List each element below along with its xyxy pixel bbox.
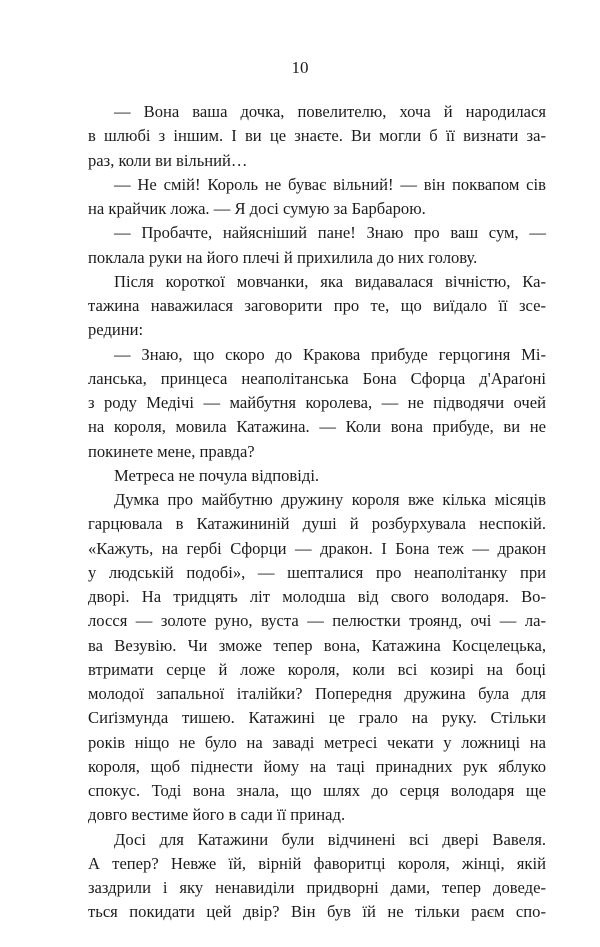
text-line: тажина наважилася заговорити про те, що виїдало її зсе- [88, 296, 546, 315]
text-line: покинете мене, правда? [88, 441, 255, 461]
text-line: дворі. На тридцять літ молодша від свого володаря. Во- [88, 587, 546, 606]
paragraph [88, 221, 546, 270]
text-line: ланська, принцеса неаполітанська Бона Сфорца д'Араґоні [88, 368, 546, 388]
text-line: довго вестиме його в сади її принад. [88, 805, 346, 825]
text-line: молодої запальної італійки? Попередня дружина була для [88, 684, 546, 703]
text-line: — Вона ваша дочка, повелителю, хоча й народилася [114, 102, 546, 121]
text-line: спокус. Тоді вона знала, що шлях до серця володаря ще [88, 781, 546, 800]
text-line: короля, щоб піднести йому на таці принадних рук яблуко [88, 756, 546, 776]
text-line: «Кажуть, на гербі Сфорци — дракон. І Бона теж — дракон [88, 538, 546, 558]
paragraph [88, 173, 546, 222]
body-text [88, 100, 546, 925]
paragraph [88, 464, 546, 488]
paragraph [88, 270, 546, 343]
text-line: Після короткої мовчанки, яка видавалася вічністю, Ка- [114, 271, 546, 291]
text-line: редини: [88, 320, 144, 340]
text-line: Думка про майбутню дружину короля вже кілька місяців [114, 490, 546, 509]
text-line: заздрили і яку ненавиділи придворні дами, тепер доведе- [88, 878, 546, 897]
text-line: на крайчик ложа. — Я досі сумую за Барбарою. [88, 199, 426, 218]
text-line: гарцювала в Катажининій душі й розбурхувала неспокій. [88, 514, 546, 534]
text-line: раз, коли ви вільний… [88, 150, 248, 170]
text-line: ться покидати цей двір? Він був їй не тільки раєм спо- [88, 902, 546, 922]
text-line: в шлюбі з іншим. І ви це знаєте. Ви могли б її визнати за- [88, 126, 546, 146]
paragraph [88, 343, 546, 464]
text-line: ва Везувію. Чи зможе тепер вона, Катажина Косцелецька, [88, 635, 546, 655]
text-line: Досі для Катажини були відчинені всі двері Вавеля. [114, 829, 546, 849]
paragraph [88, 828, 546, 925]
text-line: втримати серце й ложе короля, коли всі козирі на боці [88, 659, 546, 679]
page-number: 10 [291, 58, 309, 77]
text-line: з роду Медічі — майбутня королева, — не підводячи очей [88, 393, 546, 412]
text-line: — Пробачте, найясніший пане! Знаю про ваш сум, — [114, 223, 546, 243]
paragraph [88, 100, 546, 173]
text-line: на короля, мовила Катажина. — Коли вона прибуде, ви не [88, 417, 546, 437]
text-line: років ніщо не було на заваді метресі чекати у ложниці на [88, 732, 546, 752]
text-line: поклала руки на його плечі й прихилила до них голову. [88, 247, 478, 267]
text-line: Метреса не почула відповіді. [114, 465, 320, 485]
text-line: А тепер? Невже їй, вірній фаворитці короля, жінці, якій [88, 853, 546, 873]
text-line: Сиґізмунда тишею. Катажині це грало на руку. Стільки [88, 708, 546, 728]
text-line: лосся — золоте руно, вуста — пелюстки троянд, очі — ла- [88, 611, 546, 631]
text-line: — Знаю, що скоро до Кракова прибуде герцогиня Мі- [114, 344, 546, 364]
paragraph [88, 488, 546, 828]
text-line: у людській подобі», — шепталися про неаполітанку при [88, 562, 546, 582]
text-line: — Не смій! Король не буває вільний! — він поквапом сів [114, 174, 546, 194]
